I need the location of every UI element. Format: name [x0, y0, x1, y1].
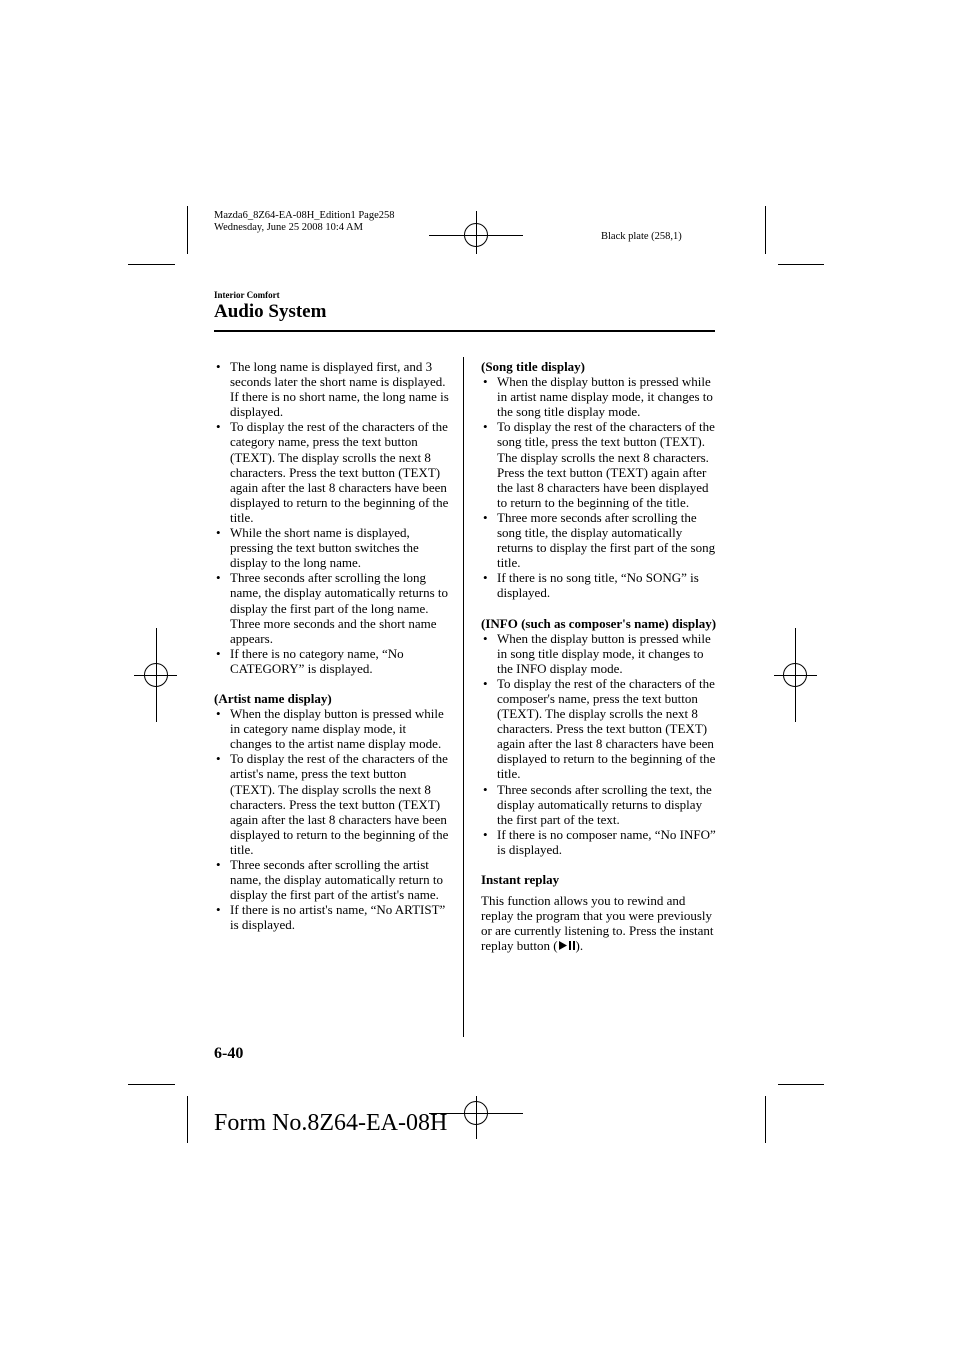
registration-mark — [144, 663, 168, 687]
print-header — [214, 210, 395, 234]
date-line: Wednesday, June 25 2008 10:4 AM — [214, 222, 363, 233]
form-number: Form No.8Z64-EA-08H — [214, 1110, 448, 1136]
replay-text: This function allows you to rewind and replay the program that you were previously or are currently listening to. Press the instant replay button ( — [481, 893, 714, 954]
file-line: Mazda6_8Z64-EA-08H_Edition1 Page258 — [214, 210, 395, 221]
page-title: Audio System — [214, 301, 327, 322]
info-heading: (INFO (such as composer's name) display) — [481, 615, 717, 631]
list-item: • If there is no category name, “No CATEGORY” is displayed. — [214, 646, 450, 676]
list-item: • Three seconds after scrolling the text, the display automatically returns to display the first part of the text. — [481, 782, 717, 827]
song-heading: (Song title display) — [481, 359, 586, 374]
title-rule — [214, 330, 715, 332]
list-item: • Three seconds after scrolling the long name, the display automatically returns to display the first part of the long name. Three more seconds and the short name appears. — [214, 570, 450, 645]
info-list — [481, 631, 717, 857]
list-item: • Three more seconds after scrolling the song title, the display automatically returns to display the first part of the song title. — [481, 510, 717, 570]
list-item: • To display the rest of the characters of the song title, press the text button (TEXT). The display scrolls the next 8 characters. Press the text button (TEXT) again after the last 8 characters have been displayed to return to the beginning of the title. — [481, 419, 717, 510]
list-item: • If there is no composer name, “No INFO” is displayed. — [481, 827, 717, 857]
crop-mark — [765, 206, 766, 254]
crop-mark — [128, 264, 175, 265]
right-column — [481, 359, 717, 954]
crop-mark — [765, 1096, 766, 1143]
plate-label: Black plate (258,1) — [601, 231, 682, 242]
instant-replay-heading: Instant replay — [481, 872, 560, 887]
registration-mark — [783, 663, 807, 687]
list-item: • If there is no song title, “No SONG” is displayed. — [481, 570, 717, 600]
play-pause-icon — [558, 939, 576, 954]
crop-mark — [187, 206, 188, 254]
artist-heading: (Artist name display) — [214, 690, 332, 706]
list-item: • To display the rest of the characters of the composer's name, press the text button (TEXT). The display scrolls the next 8 characters. Press the text button (TEXT) again after the last 8 characters have been displayed to return to the beginning of the title. — [481, 676, 717, 782]
crop-mark — [187, 1096, 188, 1143]
list-item: • To display the rest of the characters of the artist's name, press the text button (TEXT). The display scrolls the next 8 characters. Press the text button (TEXT) again after the last 8 characters have been displayed to return to the beginning of the title. — [214, 751, 450, 857]
list-item: • The long name is displayed first, and 3 seconds later the short name is displayed. If there is no short name, the long name is displayed. — [214, 359, 450, 419]
left-column — [214, 359, 450, 932]
section-label: Interior Comfort — [214, 290, 280, 300]
list-item: • While the short name is displayed, pressing the text button switches the display to the long name. — [214, 525, 450, 570]
page-number: 6-40 — [214, 1045, 244, 1062]
artist-list — [214, 706, 450, 932]
list-item: • When the display button is pressed while in song title display mode, it changes to the INFO display mode. — [481, 631, 717, 676]
registration-mark — [464, 223, 488, 247]
list-item: • Three seconds after scrolling the artist name, the display automatically return to display the first part of the artist's name. — [214, 857, 450, 902]
replay-text-end: ). — [575, 938, 584, 954]
column-divider — [463, 357, 464, 1037]
instant-replay-paragraph — [481, 893, 717, 954]
list-item: • If there is no artist's name, “No ARTIST” is displayed. — [214, 902, 450, 932]
song-list — [481, 374, 717, 600]
intro-list — [214, 359, 450, 676]
crop-mark — [778, 264, 824, 265]
list-item: • When the display button is pressed while in artist name display mode, it changes to the song title display mode. — [481, 374, 717, 419]
registration-mark — [464, 1101, 488, 1125]
crop-mark — [778, 1084, 824, 1085]
crop-mark — [128, 1084, 175, 1085]
list-item: • When the display button is pressed while in category name display mode, it changes to the artist name display mode. — [214, 706, 450, 751]
list-item: • To display the rest of the characters of the category name, press the text button (TEXT). The display scrolls the next 8 characters. Press the text button (TEXT) again after the last 8 characters have been displayed to return to the beginning of the title. — [214, 419, 450, 525]
